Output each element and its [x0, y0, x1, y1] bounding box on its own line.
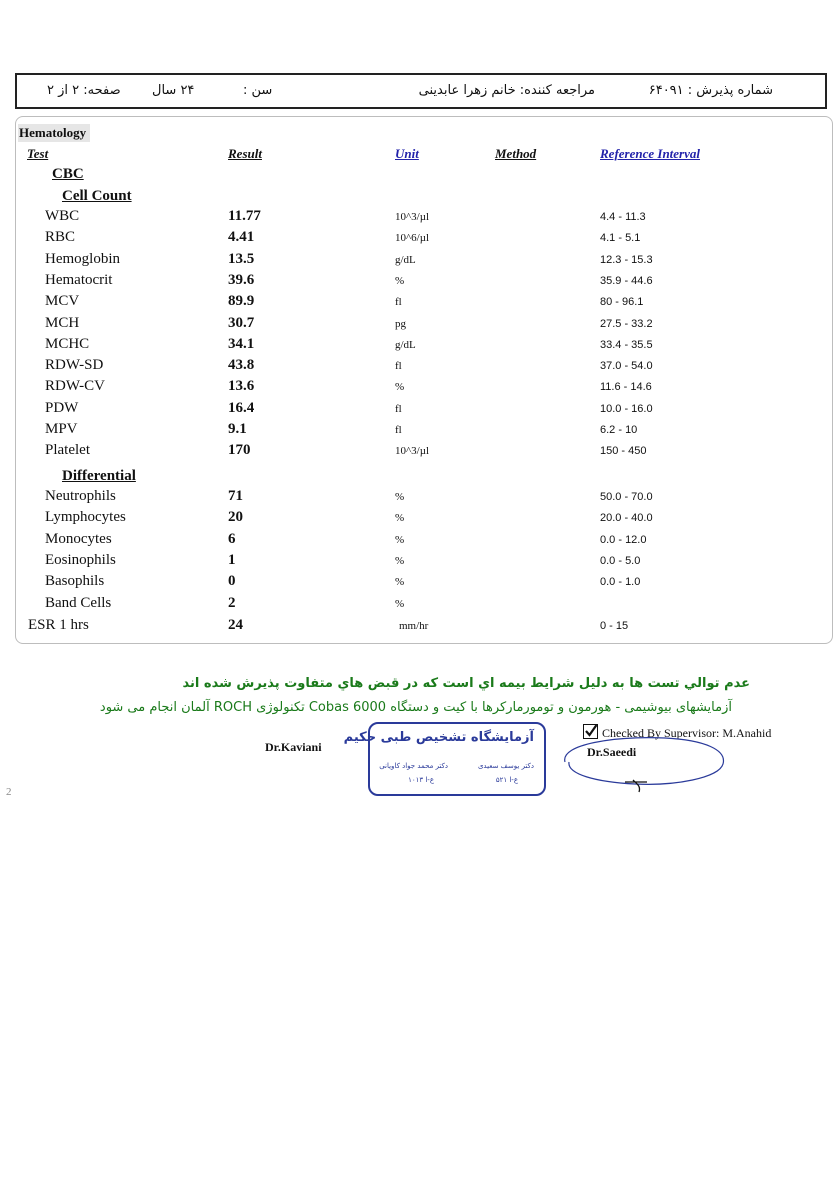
test-name: WBC: [45, 208, 80, 224]
handwritten-signature-icon: [555, 732, 730, 800]
test-name: Eosinophils: [45, 551, 116, 568]
test-result: 24: [228, 617, 243, 633]
table-row: [0, 442, 840, 464]
test-unit: g/dL: [395, 253, 416, 266]
table-row: [0, 595, 840, 617]
table-row: [0, 421, 840, 443]
test-unit: mm/hr: [399, 620, 429, 632]
test-name: Hematocrit: [45, 271, 113, 288]
checked-by-text: Checked By Supervisor: M.Anahid: [602, 726, 772, 740]
col-unit: Unit: [395, 146, 419, 161]
test-unit: %: [395, 533, 405, 546]
test-name: Lymphocytes: [45, 509, 126, 526]
test-unit: %: [395, 381, 405, 394]
table-row: [0, 509, 840, 531]
test-result: 4.41: [228, 229, 255, 246]
table-row: [0, 272, 840, 294]
test-result: 13.6: [228, 378, 255, 395]
test-result: 13.5: [228, 250, 255, 267]
test-unit: fl: [395, 402, 402, 415]
test-result: 39.6: [228, 271, 255, 288]
test-reference: 0.0 - 12.0: [600, 533, 647, 546]
test-unit: %: [395, 597, 405, 610]
test-reference: 50.0 - 70.0: [600, 491, 653, 503]
test-name: Band Cells: [45, 594, 112, 611]
test-result: 6: [228, 530, 236, 547]
test-result: 71: [228, 488, 243, 504]
test-unit: fl: [395, 424, 402, 436]
test-name: MCV: [45, 293, 80, 310]
table-row: [0, 552, 840, 574]
table-row: [0, 357, 840, 379]
test-name: Hemoglobin: [45, 250, 120, 267]
test-name: ESR 1 hrs: [28, 617, 89, 633]
test-name: RBC: [45, 229, 76, 246]
test-reference: 10.0 - 16.0: [600, 402, 653, 415]
group-differential: Differential: [62, 468, 136, 484]
test-reference: 150 - 450: [600, 445, 647, 458]
test-name: MPV: [45, 421, 78, 437]
test-name: RDW-SD: [45, 357, 104, 374]
test-name: RDW-CV: [45, 378, 105, 395]
test-result: 16.4: [228, 399, 255, 416]
method-note: آزمایشهای بیوشیمی - هورمون و تومورمارکرها با کیت و دستگاه Cobas 6000 تکنولوژی ROCH آلمان انجام می شود: [99, 700, 732, 715]
test-unit: 10^6/µl: [395, 232, 430, 245]
right-doctor-signature: Dr.Saeedi: [587, 745, 637, 759]
test-unit: %: [395, 274, 405, 287]
test-reference: 0.0 - 1.0: [600, 576, 641, 589]
test-reference: 12.3 - 15.3: [600, 253, 653, 266]
admission-number: شماره پذیرش : ۶۴۰۹۱: [648, 83, 773, 98]
page-number: 2: [6, 786, 12, 798]
table-row: [0, 531, 840, 553]
test-unit: %: [395, 512, 405, 525]
table-row: [0, 293, 840, 315]
table-row: [0, 208, 840, 230]
lab-stamp: [343, 722, 546, 796]
table-row: [0, 315, 840, 337]
test-name: MCHC: [45, 335, 90, 352]
test-reference: 11.6 - 14.6: [600, 381, 652, 394]
test-reference: 27.5 - 33.2: [600, 317, 653, 330]
test-unit: pg: [395, 317, 406, 330]
test-name: Platelet: [45, 442, 90, 459]
age-label: سن :: [243, 83, 273, 98]
test-result: 89.9: [228, 293, 255, 310]
table-row: [0, 617, 840, 639]
table-row: [0, 251, 840, 273]
left-doctor-signature: Dr.Kaviani: [265, 740, 322, 754]
age-value: ۲۴ سال: [152, 83, 195, 98]
table-row: [0, 488, 840, 510]
col-test: Test: [27, 146, 49, 161]
test-result: 2: [228, 594, 236, 611]
section-title: Hematology: [18, 124, 90, 142]
test-reference: 37.0 - 54.0: [600, 360, 653, 373]
test-result: 34.1: [228, 335, 255, 352]
stamp-doctor2-code: ع-ا ۵۲۱: [495, 776, 518, 784]
test-reference: 80 - 96.1: [600, 296, 644, 309]
test-result: 170: [228, 442, 251, 459]
test-result: 1: [228, 551, 236, 568]
test-reference: 6.2 - 10: [600, 424, 638, 436]
test-unit: fl: [395, 296, 402, 309]
stamp-lab-name: آزمایشگاه تشخیص طبی حکیم: [343, 730, 534, 745]
test-result: 11.77: [228, 208, 261, 224]
test-reference: 4.4 - 11.3: [600, 211, 646, 223]
test-unit: %: [395, 491, 405, 503]
col-method: Method: [495, 146, 537, 161]
table-row: [0, 378, 840, 400]
test-name: PDW: [45, 399, 79, 416]
col-reference: Reference Interval: [600, 146, 701, 161]
test-reference: 35.9 - 44.6: [600, 274, 653, 287]
table-row: [0, 336, 840, 358]
test-unit: %: [395, 576, 405, 589]
test-reference: 0.0 - 5.0: [600, 554, 641, 567]
test-result: 20: [228, 509, 243, 526]
test-result: 30.7: [228, 314, 255, 331]
table-row: [0, 400, 840, 422]
test-result: 9.1: [228, 421, 247, 437]
test-reference: 33.4 - 35.5: [600, 338, 653, 351]
test-reference: 4.1 - 5.1: [600, 232, 641, 245]
col-result: Result: [228, 146, 262, 161]
test-reference: 0 - 15: [600, 620, 629, 632]
test-unit: 10^3/µl: [395, 211, 430, 223]
stamp-doctor1: دکتر محمد جواد کاویانی: [379, 762, 448, 770]
stamp-doctor1-code: ع-ا ۱۰۱۳: [408, 776, 434, 784]
patient-header: [15, 73, 827, 109]
test-name: MCH: [45, 314, 80, 331]
test-name: Neutrophils: [45, 488, 116, 504]
group-cell-count: Cell Count: [62, 188, 132, 204]
test-result: 43.8: [228, 357, 255, 374]
test-reference: 20.0 - 40.0: [600, 512, 653, 525]
test-unit: g/dL: [395, 338, 416, 351]
table-row: [0, 573, 840, 595]
patient-name: مراجعه کننده: خانم زهرا عابدینی: [418, 83, 595, 98]
test-name: Monocytes: [45, 530, 112, 547]
test-unit: fl: [395, 360, 402, 373]
page-indicator: صفحه: ۲ از ۲: [47, 83, 121, 98]
stamp-doctor2: دکتر یوسف سعیدی: [477, 762, 534, 770]
group-cbc: CBC: [52, 166, 84, 182]
test-result: 0: [228, 573, 236, 590]
table-row: [0, 229, 840, 251]
insurance-note: عدم توالي تست ها به دليل شرايط بيمه اي است كه در قبض هاي متفاوت پذيرش شده اند: [182, 676, 750, 691]
test-unit: %: [395, 554, 405, 567]
test-name: Basophils: [45, 573, 105, 590]
test-unit: 10^3/µl: [395, 445, 430, 458]
